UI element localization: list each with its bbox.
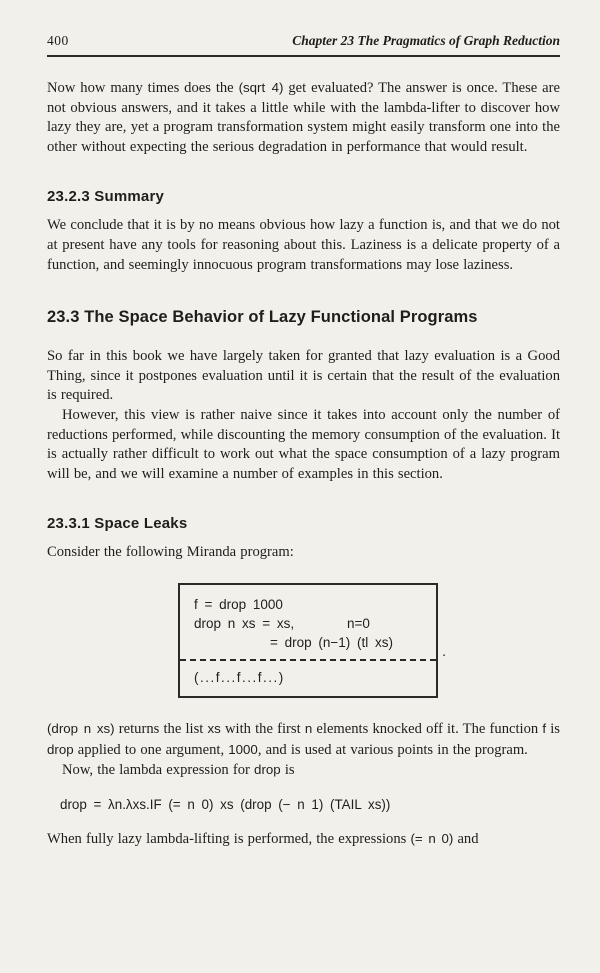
- inline-code-f: f: [542, 720, 547, 736]
- inline-code-xs: xs: [207, 720, 221, 736]
- miranda-program-box: [178, 583, 446, 698]
- text-run: with the first: [220, 720, 305, 737]
- text-run: When fully lazy lambda-lifting is performed, the expressions: [47, 830, 411, 847]
- text-run: applied to one argument,: [73, 741, 229, 758]
- code-line-drop-base: [194, 614, 428, 633]
- code-text: drop n xs = xs,: [194, 615, 295, 631]
- drop-lambda-formula: drop = λn.λxs.IF (= n 0) xs (drop (− n 1) (TAIL xs)): [60, 796, 391, 812]
- header-rule: [47, 55, 560, 57]
- paragraph-fully-lazy: [47, 829, 560, 850]
- paragraph-drop-explanation: [47, 719, 560, 760]
- heading-summary: 23.2.3 Summary: [47, 188, 165, 206]
- inline-code-drop: drop: [254, 762, 281, 778]
- heading-space-behavior: 23.3 The Space Behavior of Lazy Functional Programs: [47, 308, 478, 327]
- inline-code-drop-n-xs: (drop n xs): [47, 720, 115, 736]
- inline-code-1000: 1000: [228, 741, 258, 757]
- text-run: is: [280, 762, 295, 779]
- code-line-f-drop: f = drop 1000: [194, 596, 283, 612]
- running-header: [47, 33, 560, 49]
- miranda-program-code: [180, 585, 436, 652]
- page-number: 400: [47, 33, 69, 48]
- paragraph-so-far: So far in this book we have largely taken for granted that lazy evaluation is a Good Thing, since it postpones evaluation until it is certain that the result of the evaluation is required.: [47, 348, 560, 404]
- paragraph-lambda-intro: [47, 760, 560, 781]
- inline-code-drop: drop: [47, 741, 74, 757]
- text-run: and: [453, 830, 479, 847]
- inline-code-n: n: [304, 720, 313, 736]
- text-run: , and is used at various points in the program.: [257, 741, 528, 758]
- paragraph-however: However, this view is rather naive since it takes into account only the number of reductions performed, while discounting the memory consumption of the evaluation. It is actually rather difficult to work out what the space consumption of a lazy program will be, and we will examine a number of examples in this section.: [47, 406, 560, 482]
- inline-code-sqrt: (sqrt 4): [238, 80, 284, 95]
- page-content: [47, 0, 560, 849]
- chapter-title: Chapter 23 The Pragmatics of Graph Reduction: [292, 33, 560, 48]
- code-line-drop-recursive: = drop (n−1) (tl xs): [270, 634, 394, 650]
- text-run: is: [546, 720, 560, 737]
- code-guard: n=0: [347, 615, 370, 631]
- heading-space-leaks: 23.3.1 Space Leaks: [47, 515, 188, 533]
- text-run: Now, the lambda expression for: [62, 762, 255, 779]
- text-run: elements knocked off it. The function: [312, 720, 543, 737]
- inline-code-eq-n-0: (= n 0): [410, 830, 454, 846]
- paragraph-sqrt-evaluated: [47, 78, 560, 157]
- text-run: get evaluated? The answer is once. These are not obvious answers, and it takes a little while with the lambda-lifter to discover how lazy they are, yet a program transformation system might easily transform one into the other without expecting the serious degradation in performance that would result.: [47, 80, 560, 155]
- text-run: returns the list: [114, 720, 208, 737]
- text-run: Now how many times does the: [47, 80, 239, 96]
- paragraph-consider: Consider the following Miranda program:: [47, 544, 294, 561]
- paragraph-summary: We conclude that it is by no means obvious how lazy a function is, and that we do not at present have any tools for reasoning about this. Laziness is a delicate property of a function, and seemingly innocuous program transformations may lose laziness.: [47, 217, 560, 273]
- code-line-usage: (...f...f...f...): [194, 669, 285, 685]
- sentence-period: .: [442, 642, 446, 659]
